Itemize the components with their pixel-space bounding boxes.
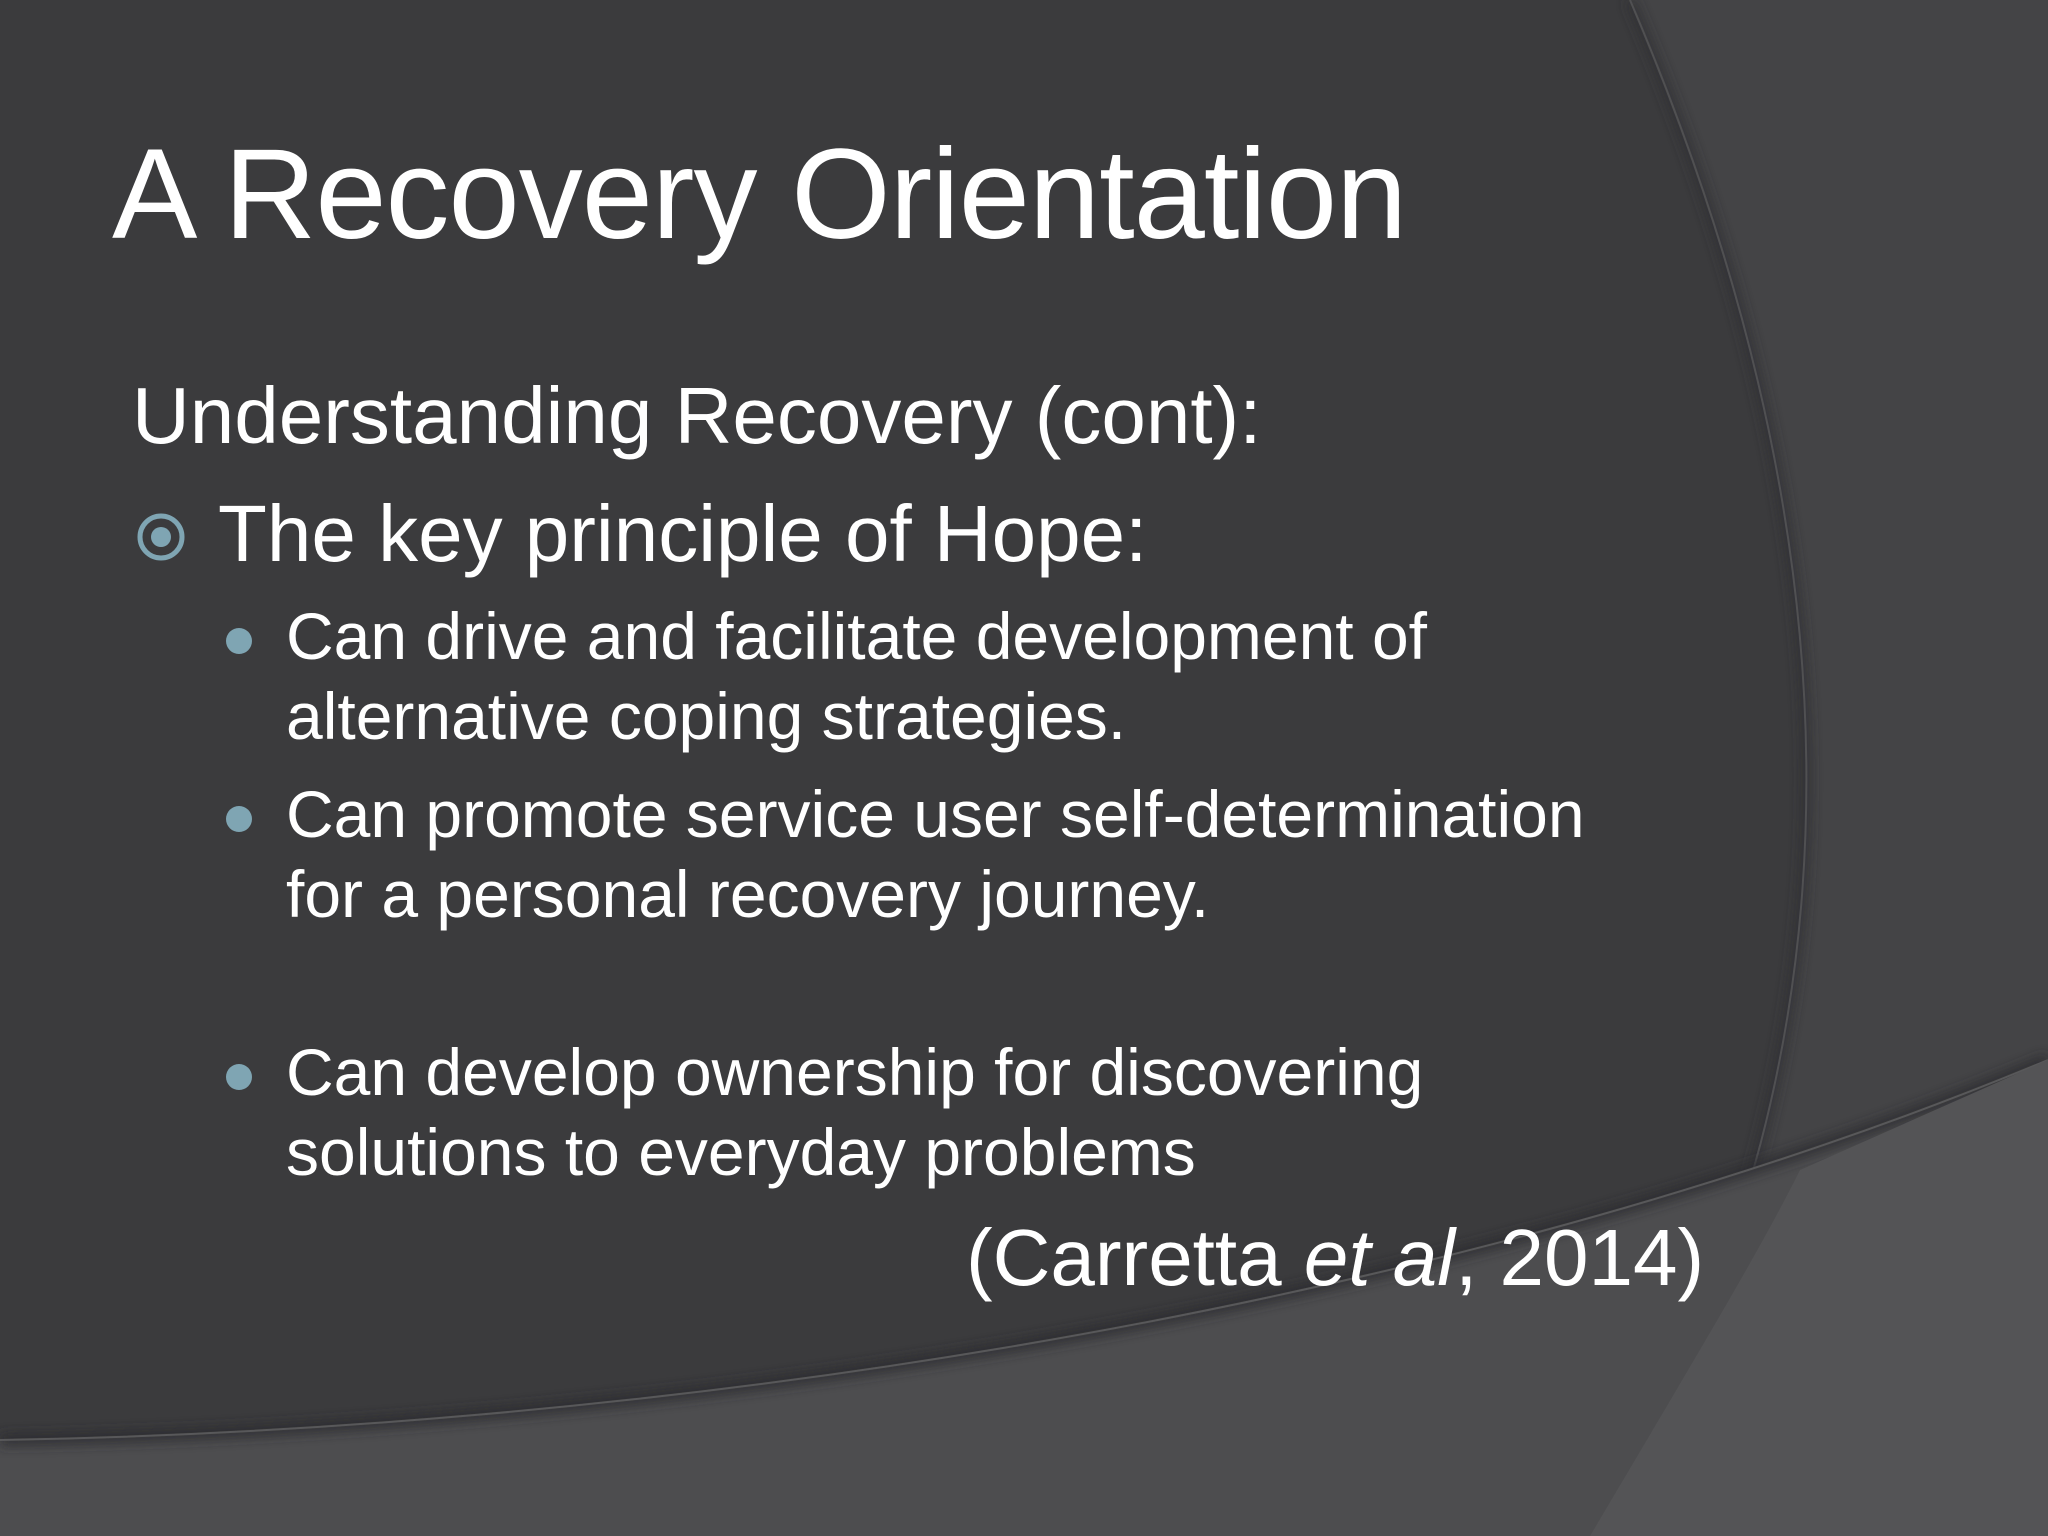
main-bullet-text: The key principle of Hope: <box>218 489 1148 578</box>
target-bullet-icon <box>136 512 186 562</box>
citation-italic: et al <box>1303 1213 1456 1302</box>
slide-title: A Recovery Orientation <box>112 123 1407 266</box>
slide-subtitle: Understanding Recovery (cont): <box>132 371 1262 460</box>
citation-close: , 2014) <box>1455 1213 1705 1302</box>
sub-bullet-text: Can develop ownership for discovering solutions to everyday problems <box>286 1035 1424 1189</box>
dot-bullet-icon <box>226 628 252 654</box>
dot-bullet-icon <box>226 1064 252 1090</box>
citation <box>966 1210 1704 1306</box>
citation-open: (Carretta <box>966 1213 1304 1302</box>
dot-bullet-icon <box>226 806 252 832</box>
sub-bullet-text: Can drive and facilitate development of alternative coping strategies. <box>286 599 1428 753</box>
sub-bullet-text: Can promote service user self-determination for a personal recovery journey. <box>286 777 1585 931</box>
